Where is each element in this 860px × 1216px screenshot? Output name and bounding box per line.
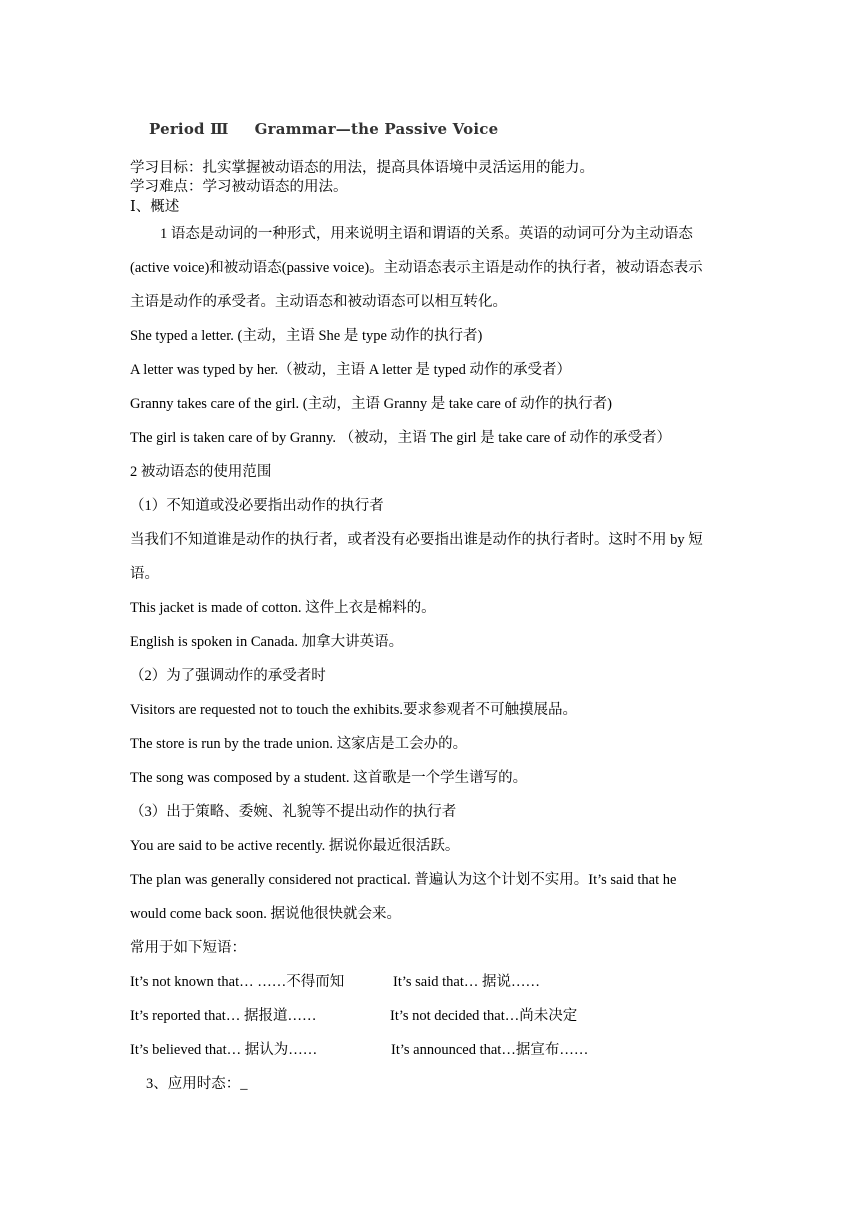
example-sentence: English is spoken in Canada. 加拿大讲英语。 (130, 634, 404, 650)
subsection-description: 语。 (130, 566, 159, 582)
example-sentence: would come back soon. 据说他很快就会来。 (130, 906, 402, 922)
phrase-item: It’s reported that… 据报道…… (130, 1008, 317, 1024)
phrases-heading: 常用于如下短语： (130, 940, 246, 956)
example-sentence: You are said to be active recently. 据说你最近很活跃。 (130, 838, 460, 854)
learning-difficulty: 学习难点：学习被动语态的用法。 (130, 179, 348, 195)
example-sentence: The store is run by the trade union. 这家店是工会办的。 (130, 736, 468, 752)
overview-paragraph-line: 1 语态是动词的一种形式，用来说明主语和谓语的关系。英语的动词可分为主动语态 (160, 226, 693, 242)
subsection-description: 当我们不知道谁是动作的执行者，或者没有必要指出谁是动作的执行者时。这时不用 by 短 (130, 532, 703, 548)
section-heading-usage: 2 被动语态的使用范围 (130, 464, 272, 480)
overview-paragraph-line: (active voice)和被动语态(passive voice)。主动语态表示主语是动作的执行者，被动语态表示 (130, 260, 703, 276)
section-heading-overview: Ⅰ、概述 (130, 199, 180, 215)
subsection-heading: （2）为了强调动作的承受者时 (130, 668, 326, 684)
example-sentence: The song was composed by a student. 这首歌是一个学生谱写的。 (130, 770, 528, 786)
phrase-item: It’s not decided that…尚未决定 (390, 1008, 578, 1024)
subsection-heading: （3）出于策略、委婉、礼貌等不提出动作的执行者 (130, 804, 457, 820)
overview-paragraph-line: 主语是动作的承受者。主动语态和被动语态可以相互转化。 (130, 294, 507, 310)
phrase-item: It’s said that… 据说…… (393, 974, 541, 990)
example-sentence: Visitors are requested not to touch the exhibits.要求参观者不可触摸展品。 (130, 702, 577, 718)
example-sentence: Granny takes care of the girl. (主动，主语 Granny 是 take care of 动作的执行者) (130, 396, 612, 412)
example-sentence: She typed a letter. (主动，主语 She 是 type 动作的执行者) (130, 328, 483, 344)
page-title (149, 120, 498, 138)
subsection-heading: （1）不知道或没必要指出动作的执行者 (130, 498, 384, 514)
example-sentence: The plan was generally considered not practical. 普遍认为这个计划不实用。It’s said that he (130, 872, 677, 888)
learning-goal: 学习目标：扎实掌握被动语态的用法，提高具体语境中灵活运用的能力。 (130, 160, 594, 176)
phrase-item: It’s not known that… ……不得而知 (130, 974, 345, 990)
example-sentence: The girl is taken care of by Granny. （被动，主语 The girl 是 take care of 动作的承受者） (130, 430, 672, 446)
example-sentence: A letter was typed by her.（被动，主语 A letter 是 typed 动作的承受者） (130, 362, 571, 378)
topic-label: Grammar—the Passive Voice (254, 120, 499, 138)
phrase-item: It’s announced that…据宣布…… (391, 1042, 589, 1058)
section-heading-tenses: 3、应用时态：_ (146, 1076, 248, 1092)
phrase-item: It’s believed that… 据认为…… (130, 1042, 318, 1058)
example-sentence: This jacket is made of cotton. 这件上衣是棉料的。 (130, 600, 436, 616)
period-label: Period Ⅲ (149, 120, 229, 138)
